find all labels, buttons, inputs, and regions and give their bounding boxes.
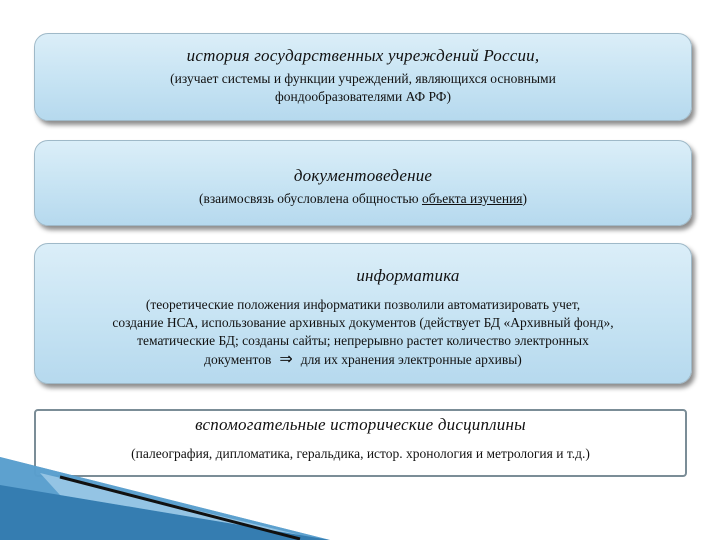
desc-line-last-before: документов: [204, 352, 272, 367]
desc-line: (теоретические положения информатики позволили автоматизировать учет,: [145, 297, 581, 312]
block-informatics: [34, 243, 692, 384]
desc-prefix: (взаимосвязь обусловлена общностью: [198, 191, 422, 206]
desc-suffix: ): [522, 191, 528, 206]
block-description: [35, 296, 691, 369]
desc-line: тематические БД; созданы сайты; непрерывно растет количество электронных: [137, 333, 589, 348]
desc-line: фондообразователями АФ РФ): [275, 89, 451, 104]
block-description: (палеография, дипломатика, геральдика, истор. хронология и метрология и т.д.): [131, 446, 590, 461]
desc-line: создание НСА, использование архивных документов (действует БД «Архивный фонд»,: [112, 315, 614, 330]
block-description: [35, 70, 691, 106]
block-title: история государственных учреждений России,: [186, 46, 540, 65]
block-document-studies: [34, 140, 692, 226]
desc-line: (изучает системы и функции учреждений, являющихся основными: [170, 71, 556, 86]
blue-swoosh-icon: [0, 455, 330, 540]
desc-line-last-after: для их хранения электронные архивы): [300, 352, 522, 367]
block-history-institutions: [34, 33, 692, 121]
desc-underlined: объекта изучения: [421, 191, 523, 206]
block-description: [35, 190, 691, 208]
implies-arrow-icon: ⇒: [279, 349, 293, 368]
block-title: документоведение: [293, 166, 433, 185]
block-title: вспомогательные исторические дисциплины: [195, 415, 526, 434]
block-title: информатика: [356, 266, 460, 285]
